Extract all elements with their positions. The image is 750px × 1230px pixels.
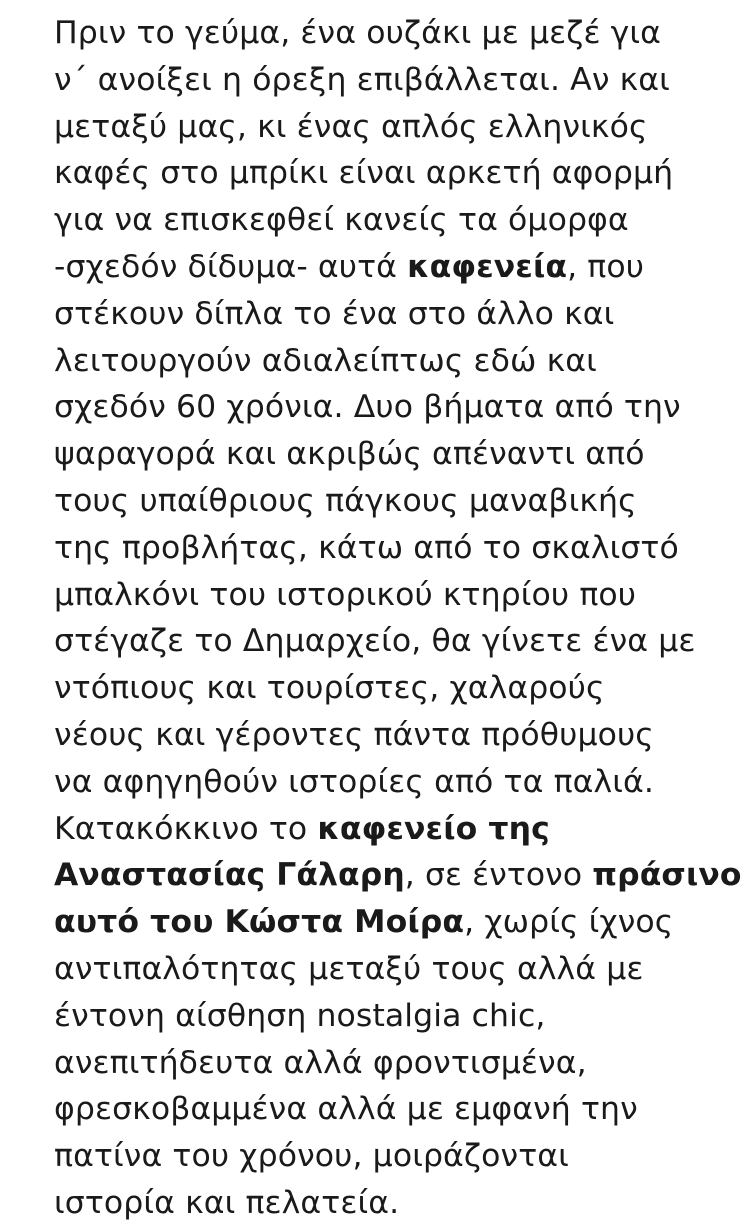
- text-segment: να αφηγηθούν ιστορίες από τα παλιά.: [54, 763, 654, 800]
- text-segment: μεταξύ μας, κι ένας απλός ελληνικός: [54, 108, 648, 145]
- text-segment: τους υπαίθριους πάγκους μαναβικής: [54, 482, 637, 519]
- text-line: [54, 478, 734, 525]
- text-segment: σχεδόν 60 χρόνια. Δυο βήματα από την: [54, 389, 681, 426]
- text-segment: στέκουν δίπλα το ένα στο άλλο και: [54, 295, 615, 332]
- text-line: [54, 338, 734, 385]
- text-segment: πατίνα του χρόνου, μοιράζονται: [54, 1138, 569, 1175]
- text-segment: ανεπιτήδευτα αλλά φροντισμένα,: [54, 1044, 587, 1081]
- text-line: [54, 759, 734, 806]
- text-segment: , που: [567, 248, 645, 285]
- text-line: [54, 1180, 734, 1227]
- text-line: [54, 244, 734, 291]
- text-segment: της προβλήτας, κάτω από το σκαλιστό: [54, 529, 679, 566]
- text-line: [54, 10, 734, 57]
- text-line: [54, 57, 734, 104]
- bold-text-segment: καφενεία: [407, 248, 568, 285]
- text-line: [54, 806, 734, 853]
- text-segment: αντιπαλότητας μεταξύ τους αλλά με: [54, 950, 644, 987]
- text-segment: -σχεδόν δίδυμα- αυτά: [54, 248, 408, 285]
- text-line: [54, 291, 734, 338]
- text-segment: φρεσκοβαμμένα αλλά με εμφανή την: [54, 1091, 638, 1128]
- text-segment: , σε έντονο: [404, 857, 593, 894]
- text-segment: ιστορία και πελατεία.: [54, 1184, 400, 1221]
- bold-text-segment: καφενείο της: [317, 810, 550, 847]
- text-line: [54, 1086, 734, 1133]
- text-segment: λειτουργούν αδιαλείπτως εδώ και: [54, 342, 597, 379]
- text-line: [54, 712, 734, 759]
- article-body: [54, 10, 742, 1227]
- text-line: [54, 946, 734, 993]
- text-line: [54, 899, 734, 946]
- text-segment: ντόπιους και τουρίστες, χαλαρούς: [54, 670, 605, 707]
- text-line: [54, 104, 734, 151]
- text-segment: Κατακόκκινο το: [54, 810, 318, 847]
- text-line: [54, 197, 734, 244]
- text-segment: καφές στο μπρίκι είναι αρκετή αφορμή: [54, 155, 674, 192]
- text-line: [54, 431, 734, 478]
- text-line: [54, 618, 734, 665]
- text-line: [54, 1040, 734, 1087]
- text-segment: , χωρίς ίχνος: [464, 904, 674, 941]
- text-line: [54, 525, 734, 572]
- text-segment: Πριν το γεύμα, ένα ουζάκι με μεζέ για: [54, 15, 662, 51]
- text-line: [54, 572, 734, 619]
- text-segment: μπαλκόνι του ιστορικού κτηρίου που: [54, 576, 637, 613]
- text-line: [54, 384, 734, 431]
- text-segment: νέους και γέροντες πάντα πρόθυμους: [54, 716, 654, 753]
- text-segment: στέγαζε το Δημαρχείο, θα γίνετε ένα με: [54, 623, 696, 660]
- text-segment: ψαραγορά και ακριβώς απέναντι από: [54, 436, 645, 473]
- bold-text-segment: αυτό του Κώστα Μοίρα: [54, 904, 465, 941]
- text-line: [54, 150, 734, 197]
- text-line: [54, 1133, 734, 1180]
- bold-text-segment: πράσινο: [592, 857, 742, 894]
- text-line: [54, 665, 734, 712]
- text-line: [54, 852, 742, 899]
- bold-text-segment: Αναστασίας Γάλαρη: [54, 857, 405, 894]
- text-line: [54, 993, 734, 1040]
- text-segment: για να επισκεφθεί κανείς τα όμορφα: [54, 202, 629, 239]
- text-segment: έντονη αίσθηση nostalgia chic,: [54, 997, 546, 1034]
- text-segment: ν΄ ανοίξει η όρεξη επιβάλλεται. Αν και: [54, 61, 670, 98]
